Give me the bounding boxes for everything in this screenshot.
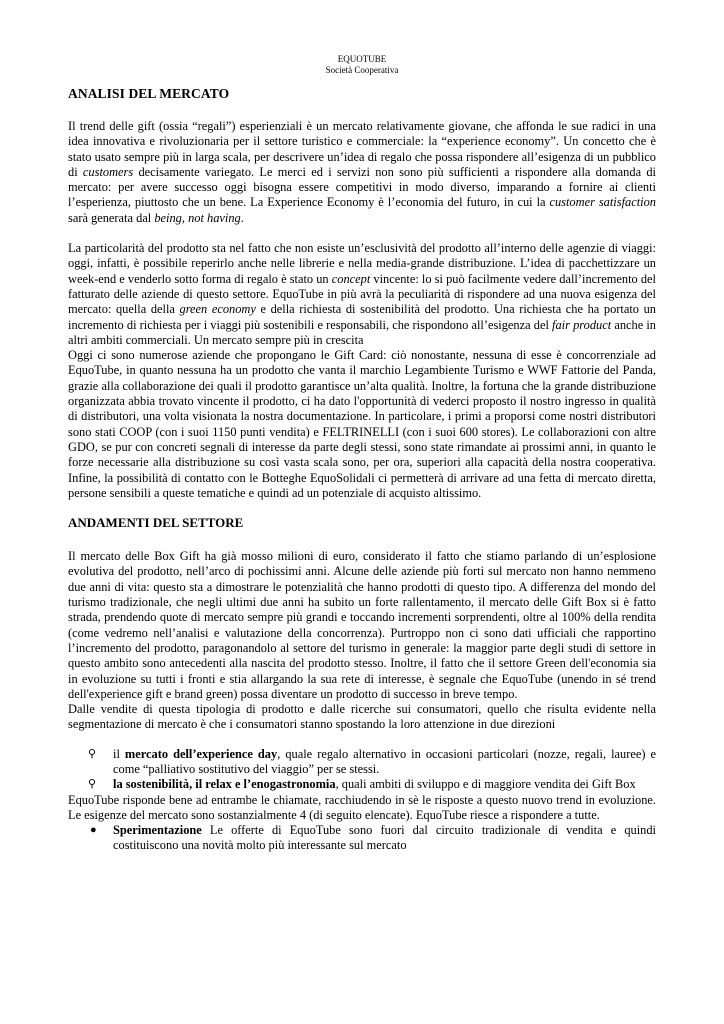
company-subtitle: Società Cooperativa [325, 65, 399, 75]
text-run: vincente: lo si può facilmente vedere dall’incremento del fatturato delle aziende di questo settore. EquoTube in più avrà la peculiarità di rispondere ad una nuova esigenza del mercato: quella della [68, 271, 656, 317]
company-name: EQUOTUBE [337, 54, 387, 64]
paragraph-experience-economy [68, 119, 656, 226]
direction-list [68, 747, 656, 793]
italic-text: customers [82, 164, 134, 179]
text-run: . [240, 210, 244, 225]
list-item-text [113, 823, 656, 852]
arrow-bullet-icon: ⚲ [88, 778, 97, 791]
paragraph-box-gift [68, 549, 656, 702]
text-run: sarà generata dal [68, 210, 155, 225]
document-page [68, 0, 656, 854]
bold-text: mercato dell’experience day [124, 746, 278, 761]
text-run: EquoTube risponde bene ad entrambe le chiamate, racchiudendo in sè le risposte a questo nuovo trend in evoluzione. Le esigenze del mercato sono sostanzialmente 4 (di seguito elencate). EquoTube riesce a rispondere a tutte. [68, 792, 656, 822]
paragraph-vendite [68, 702, 656, 733]
italic-text: green economy [179, 302, 256, 317]
list-item [88, 777, 656, 792]
text-run: , quale regalo alternativo in occasioni particolari (nozze, regali, lauree) e come “palliativo sostitutivo del viaggio” per se stessi. [113, 746, 656, 776]
list-item [88, 823, 656, 854]
section-title-analisi: ANALISI DEL MERCATO [68, 86, 230, 101]
text-run: anche in altri ambiti commerciali. Un mercato sempre più in crescita [68, 317, 656, 347]
arrow-bullet-icon: ⚲ [88, 747, 97, 760]
text-run: Il trend delle gift (ossia “regali”) esperienziali è un mercato relativamente giovane, che affonda le sue radici in una idea innovativa e rivoluzionaria per il settore turistico e commerciale: la “experience economy”. Un concetto che è stato usato sempre più in larga scala, per descrivere un’idea di regalo che possa rispondere all’esigenza di un pubblico di [68, 119, 656, 179]
bold-text: la sostenibilità, il relax e l’enogastronomia [113, 777, 336, 792]
text-run: Il mercato delle Box Gift ha già mosso milioni di euro, considerato il fatto che stiamo parlando di un’esplosione evolutiva del prodotto, nell’arco di pochissimi anni. Alcune delle aziende più forti sul mercato non hanno nemmeno due anni di vita: questo sta a dimostrare le potenzialità che hanno prodotti di questo tipo. A differenza del mondo del turismo tradizionale, che negli ultimi due anni ha subito un forte rallentamento, il mercato delle Gift Box si è fatto strada, prendendo quote di mercato sempre più grandi e toccando incrementi sorprendenti, oltre al 100% della rendita (come vedremo nell’analisi e valutazione della concorrenza). Purtroppo non ci sono dati ufficiali che rapportino l’incremento del prodotto, paragonandolo al settore del turismo in generale: la maggior parte degli studi di settore in questo ambito sono antecedenti alla nascita del prodotto stesso. Inoltre, il fatto che il settore Green dell'economia sia in evoluzione su tutti i fronti e stia allargando la sua rete di interesse, è segnale che EquoTube (unendo in sé trend dell'experience gift e brand green) possa diventare un prodotto di successo in breve tempo. [68, 549, 656, 701]
needs-list [68, 823, 656, 854]
text-run: La particolarità del prodotto sta nel fatto che non esiste un’esclusività del prodotto all’interno delle agenzie di viaggi: oggi, infatti, è possibile reperirlo anche nelle librerie e nella media-grande distribuzione. L’idea di pacchettizzare un week-end e venderlo sotto forma di regalo è stato un [68, 241, 656, 286]
paragraph-gift-card [68, 348, 656, 501]
paragraph-particolarita [68, 241, 656, 348]
bold-text: Sperimentazione [113, 823, 202, 838]
text-run: il [113, 746, 125, 761]
list-item [88, 747, 656, 778]
paragraph-equotube-risponde [68, 793, 656, 824]
list-item-text [113, 777, 636, 791]
italic-text: customer satisfaction [549, 195, 656, 210]
italic-text: fair product [552, 317, 612, 332]
page-header [68, 54, 656, 76]
text-run: Le offerte di EquoTube sono fuori dal circuito tradizionale di vendita e quindi costituiscono una novità molto più interessante sul mercato [113, 823, 656, 853]
dot-bullet-icon: ● [90, 824, 97, 837]
text-run: Oggi ci sono numerose aziende che propongano le Gift Card: ciò nonostante, nessuna di esse è concorrenziale ad EquoTube, in quanto nessuna ha un prodotto che vanta il marchio Legambiente Turismo e WWF Fattorie del Panda, grazie alla collaborazione dei quali il prodotto garantisce un’alta qualità. Inoltre, la fortuna che la grande distribuzione organizzata abbia trovato vincente il prodotto, ci ha dato l'opportunità di vederci proposto il nostro ingresso in qualità di distributori, una volta visionata la nostra documentazione. In particolare, i primi a proporsi come nostri distributori sono stati COOP (con i suoi 1150 punti vendita) e FELTRINELLI (con i suoi 600 stores). Le collaborazioni con altre GDO, se pur con concreti segnali di interesse da parte degli stessi, sono state rimandate ai prossimi anni, in quanto le forze necessarie alla distribuzione su così vasta scala sono, per ora, superiori alla capacità della nostra cooperativa. Infine, la possibilità di contatto con le Botteghe EquoSolidali ci permetterà di arrivare ad una fetta di mercato diretta, persone sensibili a queste tematiche e quindi ad un potenziale di acquisto altissimo. [68, 348, 656, 500]
text-run: , quali ambiti di sviluppo e di maggiore vendita dei Gift Box [335, 777, 636, 792]
list-item-text [113, 747, 656, 776]
section-title-andamenti: ANDAMENTI DEL SETTORE [68, 515, 244, 531]
italic-text: concept [331, 271, 371, 286]
text-run: decisamente variegato. Le merci ed i servizi non sono più sufficienti a rispondere alla domanda di mercato: per avere successo oggi bisogna essere competitivi in modo diverso, imparando a fornire ai clienti l’esperienza, piuttosto che un bene. La Experience Economy è l’economia del futuro, in cui la [68, 164, 656, 210]
text-run: Dalle vendite di questa tipologia di prodotto e dalle ricerche sui consumatori, quello che risulta evidente nella segmentazione di mercato è che i consumatori stanno spostando la loro attenzione in due direzioni [68, 702, 656, 732]
text-run: e della richiesta di sostenibilità del prodotto. Una richiesta che ha portato un incremento di richiesta per i viaggi più sostenibili e responsabili, che rispondono all’esigenza del [68, 302, 656, 332]
italic-text: being, not having [154, 210, 241, 225]
